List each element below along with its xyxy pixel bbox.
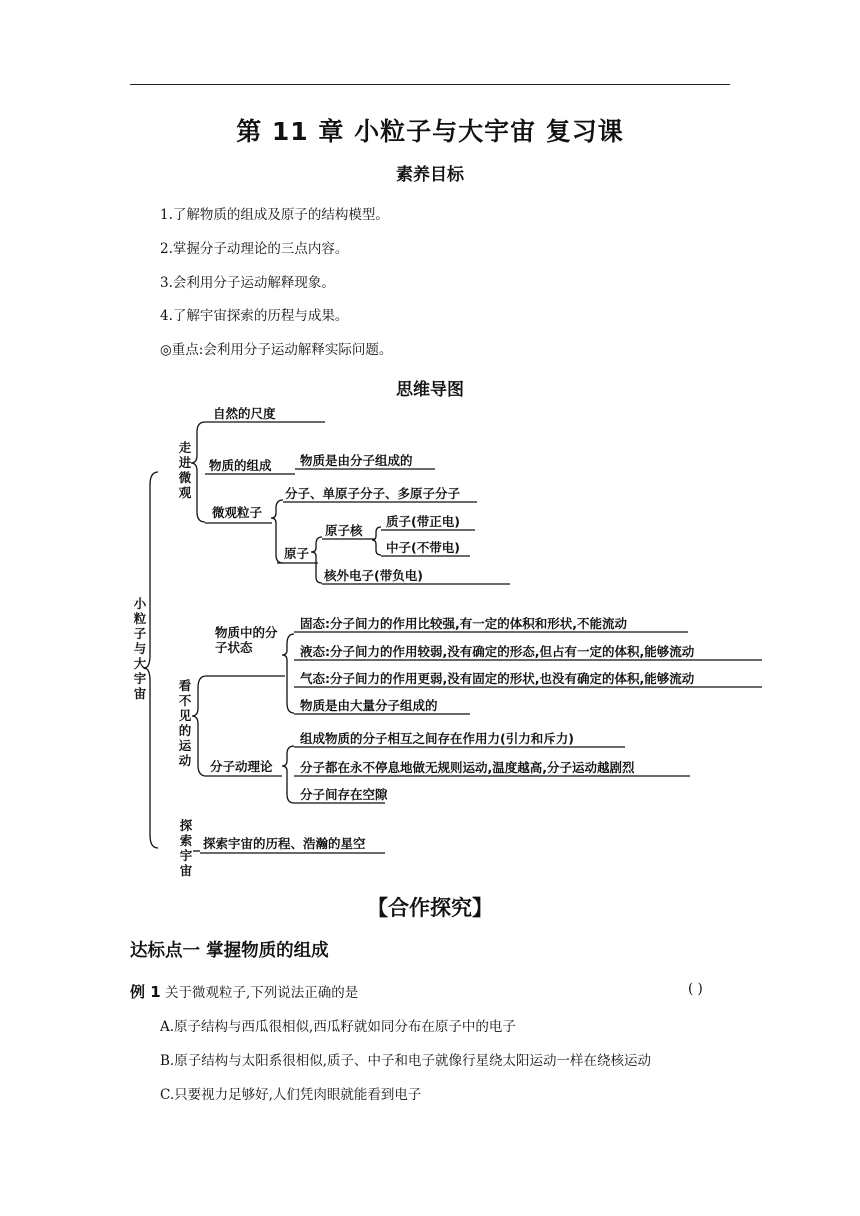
header-rule [130,84,730,85]
question-label: 例 1 [130,983,161,1001]
goal-item-2: 2.掌握分子动理论的三点内容。 [160,241,349,257]
mindmap-heading: 思维导图 [396,380,464,400]
node-motion: 分子都在永不停息地做无规则运动,温度越高,分子运动越剧烈 [300,760,635,775]
node-solid: 固态:分子间力的作用比较强,有一定的体积和形状,不能流动 [300,616,627,631]
branch-2-label: 看不见的运动 [178,678,192,768]
node-nucleus: 原子核 [325,523,363,538]
atom-brace [311,537,322,583]
node-liquid: 液态:分子间力的作用较弱,没有确定的形态,但占有一定的体积,能够流动 [300,644,695,659]
b2-1-brace [282,634,294,713]
node-micro-particles: 微观粒子 [212,505,263,520]
node-gas: 气态:分子间力的作用更弱,没有固定的形状,也没有确定的体积,能够流动 [300,671,695,686]
point-title: 达标点一 掌握物质的组成 [130,941,329,961]
b2-brace [192,676,206,776]
node-neutron: 中子(不带电) [386,540,460,555]
option-b: B.原子结构与太阳系很相似,质子、中子和电子就像行星绕太阳运动一样在绕核运动 [160,1053,652,1069]
question-text: 关于微观粒子,下列说法正确的是 [164,985,359,1001]
node-gaps: 分子间存在空隙 [300,787,388,802]
option-c: C.只要视力足够好,人们凭肉眼就能看到电子 [160,1087,422,1103]
answer-paren: ( ) [688,981,703,997]
root-brace [144,472,158,848]
node-molecular-state: 物质中的分子状态 [215,625,278,655]
b1-brace [191,422,205,522]
node-matter-of-molecules: 物质是由分子组成的 [300,453,413,468]
goal-key-point: ◎重点:会利用分子运动解释实际问题。 [160,342,393,358]
branch-1-label: 走进微观 [178,440,192,500]
node-kinetic-theory: 分子动理论 [210,759,273,774]
option-a: A.原子结构与西瓜很相似,西瓜籽就如同分布在原子中的电子 [160,1019,516,1035]
goal-item-4: 4.了解宇宙探索的历程与成果。 [160,308,349,324]
goals-heading: 素养目标 [396,165,464,185]
node-matter-composition: 物质的组成 [209,458,272,473]
section-title: 【合作探究】 [367,896,493,920]
node-atom: 原子 [284,546,310,561]
b1-3-brace [271,500,283,563]
node-force: 组成物质的分子相互之间存在作用力(引力和斥力) [300,731,574,746]
node-natural-scale: 自然的尺度 [213,406,276,421]
nucleus-brace [372,527,381,555]
goal-item-3: 3.会利用分子运动解释现象。 [160,275,335,291]
node-universe: 探索宇宙的历程、浩瀚的星空 [203,836,366,851]
branch-3-label: 探索宇宙 [179,818,193,878]
node-molecules: 分子、单原子分子、多原子分子 [285,486,461,501]
node-proton: 质子(带正电) [386,514,460,529]
root-label: 小粒子与大宇宙 [133,596,147,701]
question-stem [130,981,358,1002]
page-title: 第 11 章 小粒子与大宇宙 复习课 [236,117,624,146]
goal-item-1: 1.了解物质的组成及原子的结构模型。 [160,207,389,223]
node-many-molecules: 物质是由大量分子组成的 [300,698,438,713]
node-electron: 核外电子(带负电) [324,568,423,583]
b2-2-brace [282,746,294,803]
